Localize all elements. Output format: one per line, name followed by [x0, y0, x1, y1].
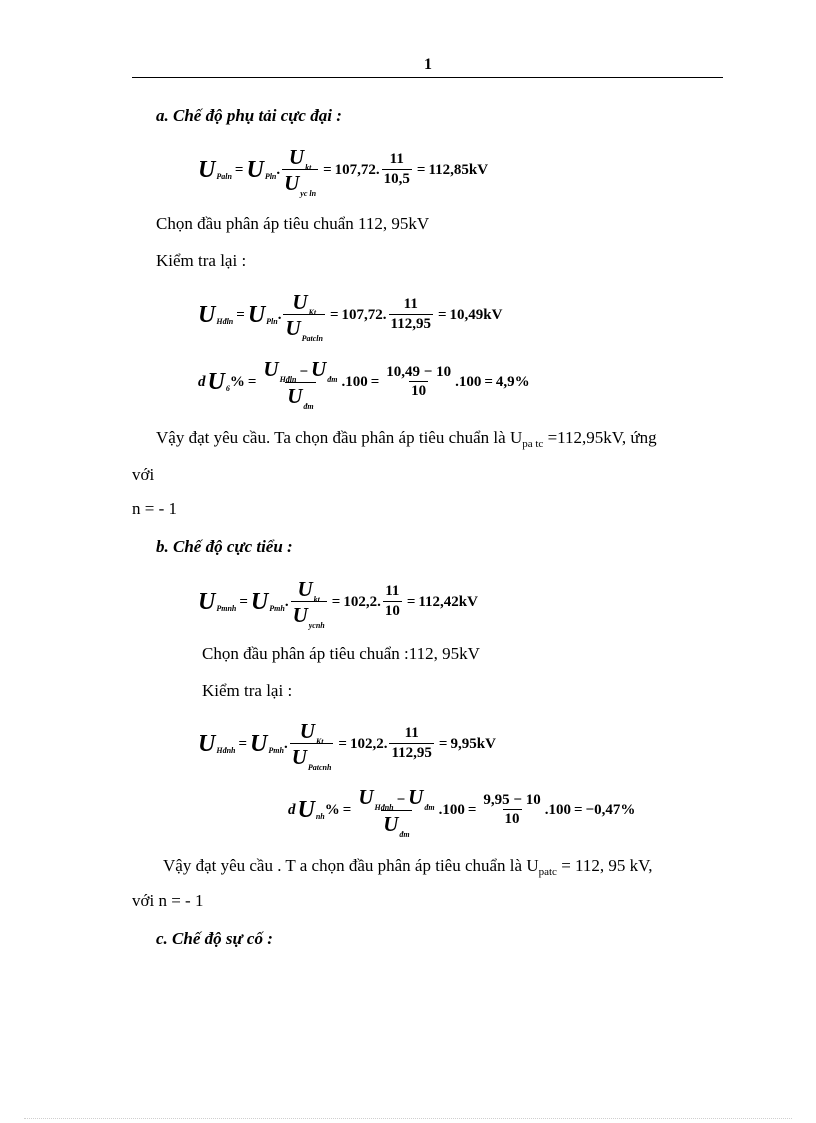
header-rule: [132, 77, 723, 78]
section-c-heading: c. Chế độ sự cố :: [156, 929, 273, 948]
equation-a2: U Hđln = U Pln . U Kt U Patcln = 107,72. $\frac{11}{112,95}$ = 10,49kV: [198, 290, 503, 344]
conclusion-a-line2: với: [132, 465, 155, 484]
page-number: 1: [424, 56, 432, 73]
section-b-heading: b. Chế độ cực tiểu :: [156, 537, 293, 556]
conclusion-b: Vậy đạt yêu cầu . T a chọn đầu phân áp tiêu chuẩn là $U_{patc} = 112$, 95 kV,: [163, 856, 653, 878]
n-line-a: n = - 1: [132, 499, 177, 518]
equation-b1: U Pmnh = U Pmh . U kt U ycnh = 102,2. $\frac{11}{10}$ = 112,42kV: [198, 577, 478, 631]
section-a-heading: a. Chế độ phụ tải cực đại :: [156, 106, 342, 125]
equation-a1: U Paln = U Pln . U kt U yc ln = 107,72. $\frac{11}{10,5}$ = 112,85kV: [198, 145, 489, 199]
equation-a3: d U 6 % = U Hđln − U đm U đm .100 = $\frac{10,49 - 10}{10}$ .100 = 4,9%: [198, 357, 530, 411]
choose-text-b: Chọn đầu phân áp tiêu chuẩn :112, 95kV: [202, 644, 480, 663]
check-text-a: Kiểm tra lại :: [156, 251, 247, 270]
check-text-b: Kiểm tra lại :: [202, 681, 293, 700]
choose-text-a: Chọn đầu phân áp tiêu chuẩn 112, 95kV: [156, 214, 430, 233]
footer-rule: [24, 1118, 792, 1119]
equation-b2: U Hđnh = U Pmh . U Kt U Patcnh = 102,2. $\frac{11}{112,95}$ = 9,95kV: [198, 719, 496, 773]
equation-b3: d U nh % = U Hđnh − U đm U đm .100 = $\frac{9,95 - 10}{10}$ .100 = −0,47%: [288, 785, 636, 839]
conclusion-a: Vậy đạt yêu cầu. Ta chọn đầu phân áp tiêu chuẩn là $U_{pa tc} =112,95kV$, ứng: [156, 428, 657, 450]
n-line-b: với n = - 1: [132, 891, 204, 910]
